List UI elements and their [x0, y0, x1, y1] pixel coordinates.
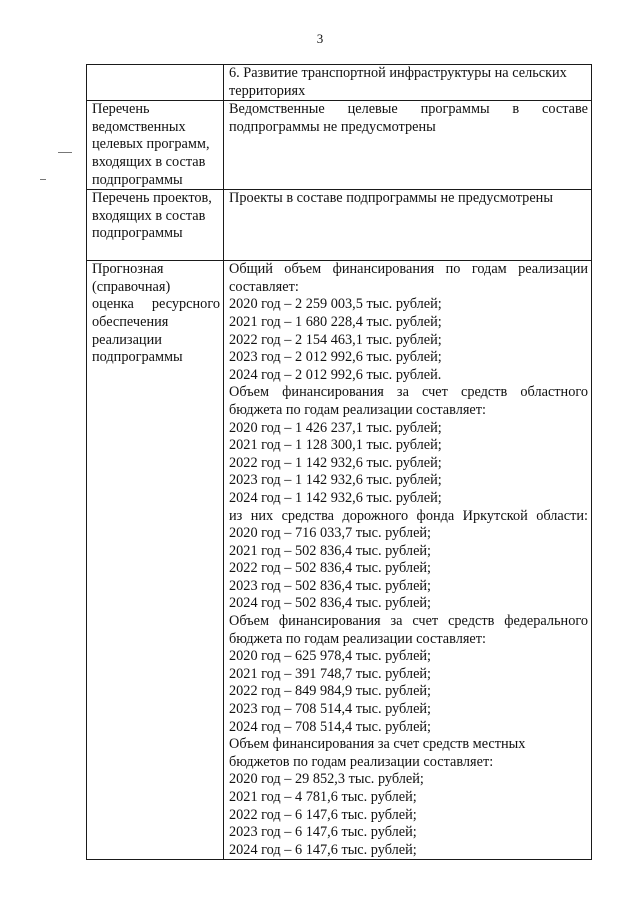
financing-line: Объем финансирования за счет средств областного: [229, 384, 588, 401]
row4-right-cell: [224, 261, 592, 860]
financing-line: бюджета по годам реализации составляет:: [229, 630, 486, 647]
financing-line: 2021 год – 1 128 300,1 тыс. рублей;: [229, 437, 442, 454]
financing-line: 2023 год – 6 147,6 тыс. рублей;: [229, 824, 417, 841]
financing-line: 2024 год – 1 142 932,6 тыс. рублей;: [229, 489, 442, 506]
financing-line: Объем финансирования за счет средств федерального: [229, 613, 588, 630]
financing-line: 2020 год – 2 259 003,5 тыс. рублей;: [229, 296, 442, 313]
row4-left-cell: [87, 261, 224, 860]
table-row: [87, 261, 592, 860]
financing-line: Общий объем финансирования по годам реализации: [229, 261, 588, 278]
table-row: [87, 101, 592, 190]
row4-left-line: подпрограммы: [92, 349, 183, 366]
financing-line: 2020 год – 716 033,7 тыс. рублей;: [229, 525, 432, 542]
financing-line: 2024 год – 2 012 992,6 тыс. рублей.: [229, 366, 442, 383]
financing-line: 2023 год – 502 836,4 тыс. рублей;: [229, 577, 432, 594]
row4-left-line: Прогнозная: [92, 261, 164, 278]
margin-mark: [40, 179, 46, 180]
financing-line: составляет:: [229, 278, 299, 295]
row1-right-cell: [224, 65, 592, 101]
financing-line: 2022 год – 6 147,6 тыс. рублей;: [229, 806, 417, 823]
table-row: [87, 65, 592, 101]
row3-left-cell: Перечень проектов, входящих в состав подпрограммы: [87, 190, 224, 261]
financing-line: 2023 год – 708 514,4 тыс. рублей;: [229, 701, 432, 718]
financing-line: 2020 год – 625 978,4 тыс. рублей;: [229, 648, 432, 665]
subprogram-passport-table: [86, 64, 592, 860]
financing-line: 2021 год – 4 781,6 тыс. рублей;: [229, 789, 417, 805]
row4-left-line: оценка ресурсного: [92, 296, 220, 313]
financing-line: 2020 год – 1 426 237,1 тыс. рублей;: [229, 419, 442, 436]
row2-right-line: Ведомственные целевые программы в составе: [229, 101, 588, 118]
subprogram-title: 6. Развитие транспортной инфраструктуры на сельских территориях: [229, 65, 567, 99]
row2-right-line: подпрограммы не предусмотрены: [229, 118, 436, 135]
financing-line: бюджета по годам реализации составляет:: [229, 401, 486, 418]
financing-line: 2020 год – 29 852,3 тыс. рублей;: [229, 771, 424, 788]
financing-line: 2024 год – 502 836,4 тыс. рублей;: [229, 595, 432, 612]
financing-line: 2023 год – 2 012 992,6 тыс. рублей;: [229, 349, 442, 366]
row2-right-cell: [224, 101, 592, 190]
financing-line: 2024 год – 708 514,4 тыс. рублей;: [229, 718, 432, 735]
row1-left-cell: [87, 65, 224, 101]
financing-line: 2021 год – 1 680 228,4 тыс. рублей;: [229, 313, 442, 330]
financing-line: 2023 год – 1 142 932,6 тыс. рублей;: [229, 472, 442, 489]
row2-left-cell: Перечень ведомственных целевых программ, входящих в состав подпрограммы: [87, 101, 224, 190]
financing-line: Объем финансирования за счет средств местных: [229, 736, 526, 753]
page-number: 3: [316, 31, 324, 46]
row4-left-line: реализации: [92, 331, 162, 348]
margin-mark: [58, 152, 72, 153]
table-row: [87, 190, 592, 261]
financing-line: 2022 год – 1 142 932,6 тыс. рублей;: [229, 454, 442, 471]
financing-line: 2021 год – 502 836,4 тыс. рублей;: [229, 542, 432, 559]
financing-line: 2021 год – 391 748,7 тыс. рублей;: [229, 665, 432, 682]
financing-line: 2022 год – 2 154 463,1 тыс. рублей;: [229, 331, 442, 348]
financing-line: 2022 год – 849 984,9 тыс. рублей;: [229, 683, 432, 700]
financing-line: из них средства дорожного фонда Иркутской области:: [229, 507, 588, 524]
row3-right-cell: Проекты в составе подпрограммы не предусмотрены: [224, 190, 592, 261]
row4-left-line: (справочная): [92, 278, 171, 295]
row4-left-line: обеспечения: [92, 313, 169, 330]
financing-line: бюджетов по годам реализации составляет:: [229, 753, 494, 770]
financing-line: 2024 год – 6 147,6 тыс. рублей;: [229, 841, 417, 858]
financing-line: 2022 год – 502 836,4 тыс. рублей;: [229, 560, 432, 577]
